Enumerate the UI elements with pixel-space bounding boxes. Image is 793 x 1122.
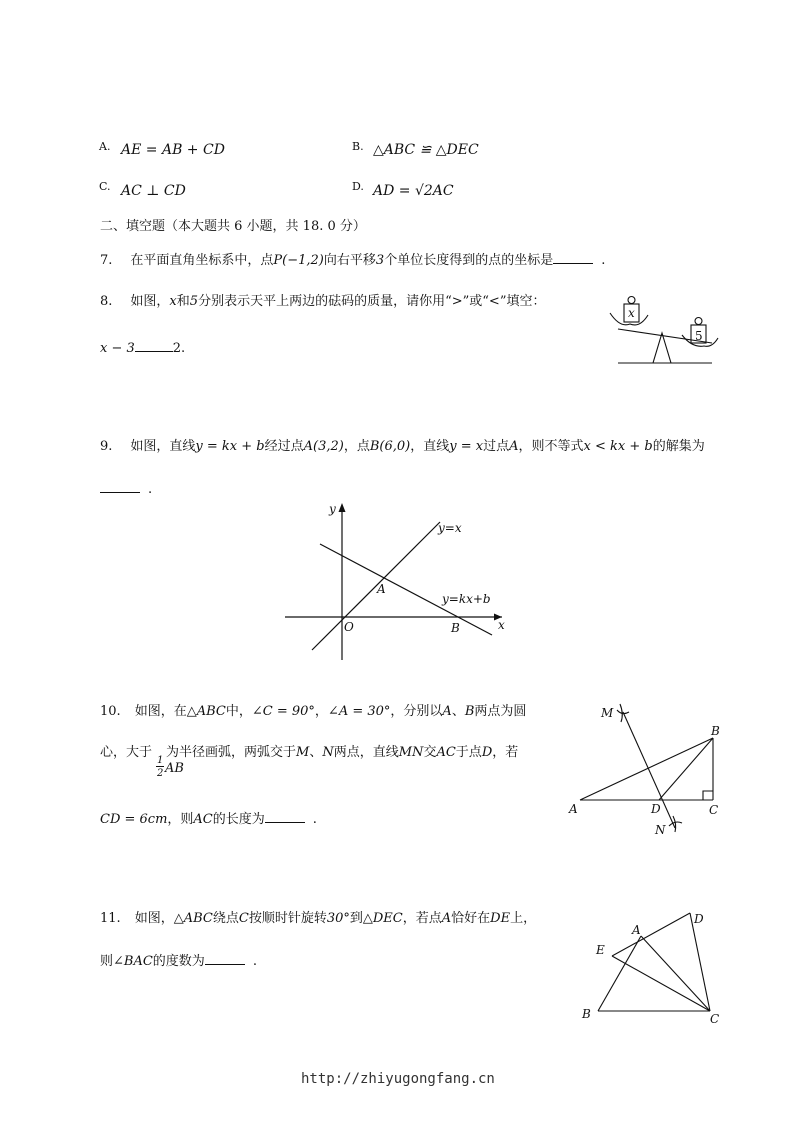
q7-number: 7. <box>100 253 113 268</box>
question-11 <box>100 912 536 925</box>
scale-fulcrum <box>653 333 671 363</box>
q9-graph <box>280 498 510 663</box>
q10-a: A <box>442 704 452 719</box>
y-axis-label: y <box>329 502 336 516</box>
q11-text-3: 按顺时针旋转 <box>248 911 327 926</box>
q11-degree: 30° <box>326 911 350 926</box>
q10-text-6: 为半径画弧，两弧交于 <box>166 745 297 760</box>
q10-frac-den: 2 <box>157 768 164 779</box>
segment-ac <box>641 936 710 1011</box>
segment-ab <box>580 738 713 800</box>
q9-text-7: 的解集为 <box>652 439 705 454</box>
q9-answer-blank[interactable] <box>100 482 140 493</box>
q10-n: N <box>322 745 334 760</box>
q10-text-5: 心，大于 <box>100 745 153 760</box>
fig10-label-m: M <box>601 706 614 720</box>
question-8 <box>100 295 545 308</box>
option-a-expr: AE = AB + CD <box>121 142 225 158</box>
weight-x-handle <box>628 297 635 304</box>
section-title: 二、填空题（本大题共 6 小题，共 18. 0 分） <box>100 219 366 234</box>
q10-text-11: ，则 <box>167 812 194 827</box>
option-d-expr: AD = √2AC <box>373 183 454 199</box>
q9-point-b: B(6,0) <box>369 439 411 454</box>
q10-angle-a: ∠A = 30° <box>327 704 391 719</box>
arc-m-1 <box>617 710 629 714</box>
q11-text-1: 如图， <box>134 911 174 926</box>
fig10-label-a: A <box>569 802 578 816</box>
question-9 <box>100 440 705 453</box>
line-mn <box>623 712 675 828</box>
q10-figure <box>565 700 725 845</box>
q9-text-6: ，则不等式 <box>518 439 584 454</box>
q7-text-1: 在平面直角坐标系中，点 <box>130 253 274 268</box>
q9-answer-line <box>100 482 152 496</box>
fig10-label-b: B <box>711 724 720 738</box>
q11-figure <box>578 905 728 1030</box>
q11-number: 11. <box>100 911 121 926</box>
q9-line-2: y = x <box>449 439 484 454</box>
weight-x-label: x <box>628 306 635 320</box>
q11-a: A <box>441 911 452 926</box>
q10-ac: AC <box>436 745 456 760</box>
q11-answer-blank[interactable] <box>205 954 245 965</box>
question-7 <box>100 253 605 267</box>
right-angle-mark <box>703 791 713 800</box>
q10-m: M <box>296 745 310 760</box>
segment-ed <box>612 913 690 956</box>
q10-text-8: 交 <box>423 745 437 760</box>
q8-gt: > <box>451 294 463 309</box>
q11-line-2 <box>100 954 257 968</box>
q10-text-1: 如图，在 <box>134 704 187 719</box>
q10-sep-3: 、 <box>309 745 323 760</box>
q10-text-4: 两点为圆 <box>474 704 527 719</box>
q10-number: 10. <box>100 704 121 719</box>
q9-end: . <box>148 482 153 497</box>
q8-expr-2: 2. <box>172 341 186 356</box>
q10-text-9: 于点 <box>455 745 482 760</box>
q10-answer-blank[interactable] <box>265 812 305 823</box>
q10-d: D <box>481 745 493 760</box>
q8-expr-1: x − 3 <box>100 341 135 356</box>
segment-ec <box>612 956 710 1011</box>
weight-5-label: 5 <box>695 329 703 343</box>
q9-text-5: 过点 <box>483 439 510 454</box>
option-b-label: B. <box>352 140 364 153</box>
q10-text-7: 两点，直线 <box>333 745 399 760</box>
q9-text-1: 如图，直线 <box>130 439 196 454</box>
q11-bac: ∠BAC <box>113 954 153 969</box>
q11-text-6: 恰好在 <box>451 911 491 926</box>
q7-text-2: 向右平移 <box>323 253 376 268</box>
option-a-label: A. <box>99 140 111 153</box>
balance-figure <box>600 290 725 370</box>
q8-text-5: ”填空： <box>499 294 546 309</box>
q10-text-3: ，分别以 <box>390 704 443 719</box>
fig11-label-a: A <box>632 923 641 937</box>
q10-text-12: 的长度为 <box>212 812 265 827</box>
q11-end: . <box>252 954 257 969</box>
q10-angle-c: ∠C = 90° <box>251 704 315 719</box>
q8-text-1: 如图， <box>130 294 170 309</box>
q7-text-3: 个单位长度得到的点的坐标是 <box>384 253 554 268</box>
option-d-label: D. <box>352 180 364 193</box>
point-a-label: A <box>377 582 386 596</box>
fig10-label-c: C <box>709 803 719 817</box>
x-axis-label: x <box>498 618 505 632</box>
weight-5-handle <box>695 318 702 325</box>
label-y-equals-x: y=x <box>438 521 462 535</box>
q10-ac-2: AC <box>193 812 213 827</box>
q11-text-4: 到 <box>349 911 363 926</box>
fig11-label-d: D <box>694 912 704 926</box>
q8-text-4: ”或“ <box>462 294 489 309</box>
q8-text-3: 分别表示天平上两边的砝码的质量，请你用“ <box>198 294 452 309</box>
q10-sep-2: 、 <box>451 704 465 719</box>
y-axis-arrow <box>339 503 346 512</box>
q10-sep: ， <box>314 704 328 719</box>
q10-fraction <box>156 756 164 779</box>
q10-cd: CD = 6cm <box>100 812 168 827</box>
q9-a: A <box>509 439 519 454</box>
option-c-expr: AC ⊥ CD <box>121 183 186 199</box>
q10-ab: AB <box>165 761 184 776</box>
q10-text-2: 中， <box>225 704 252 719</box>
q9-line-1: y = kx + b <box>195 439 265 454</box>
origin-label: O <box>344 620 354 634</box>
fig11-label-b: B <box>582 1007 591 1021</box>
q9-text-3: ，点 <box>343 439 370 454</box>
line-y-equals-x <box>312 522 440 650</box>
fig10-label-d: D <box>651 802 661 816</box>
q8-answer-blank[interactable] <box>135 341 173 352</box>
q11-text-5: ，若点 <box>402 911 442 926</box>
q11-text-8: 则 <box>100 954 114 969</box>
q8-text-2: 和 <box>176 294 190 309</box>
q11-text-2: 绕点 <box>212 911 239 926</box>
q9-number: 9. <box>100 439 113 454</box>
fig11-label-e: E <box>596 943 605 957</box>
q10-line-3 <box>100 812 317 826</box>
q7-n: 3 <box>375 253 385 268</box>
q7-point: P(−1,2) <box>273 253 324 268</box>
q10-text-10: ，若 <box>492 745 519 760</box>
q8-five: 5 <box>189 294 199 309</box>
option-c-label: C. <box>99 180 111 193</box>
q7-end: . <box>601 253 606 268</box>
fig10-label-n: N <box>655 823 666 837</box>
q11-text-9: 的度数为 <box>152 954 205 969</box>
q8-number: 8. <box>100 294 113 309</box>
question-10 <box>100 705 526 718</box>
q7-answer-blank[interactable] <box>553 253 593 264</box>
q8-inequality <box>100 341 185 355</box>
q8-x: x <box>169 294 177 309</box>
q9-text-2: 经过点 <box>264 439 304 454</box>
segment-dc <box>690 913 710 1011</box>
q11-triangle-2: △DEC <box>362 911 403 926</box>
footer-url[interactable]: http://zhiyugongfang.cn <box>301 1071 495 1087</box>
q10-triangle: △ABC <box>186 704 226 719</box>
q11-triangle: △ABC <box>173 911 213 926</box>
q10-b: B <box>464 704 475 719</box>
point-b-label: B <box>451 621 460 635</box>
q11-de: DE <box>490 911 511 926</box>
label-y-kx-b: y=kx+b <box>442 592 491 606</box>
fig11-label-c: C <box>710 1012 720 1026</box>
q11-text-7: 上， <box>510 911 537 926</box>
q10-mn: MN <box>398 745 424 760</box>
q10-frac-num: 1 <box>157 755 164 766</box>
q8-lt: < <box>488 294 500 309</box>
option-b-expr: △ABC ≌ △DEC <box>373 142 479 158</box>
q9-point-a: A(3,2) <box>303 439 344 454</box>
q9-text-4: ，直线 <box>410 439 450 454</box>
q10-end: . <box>312 812 317 827</box>
q9-inequality: x < kx + b <box>583 439 653 454</box>
q11-c: C <box>238 911 249 926</box>
